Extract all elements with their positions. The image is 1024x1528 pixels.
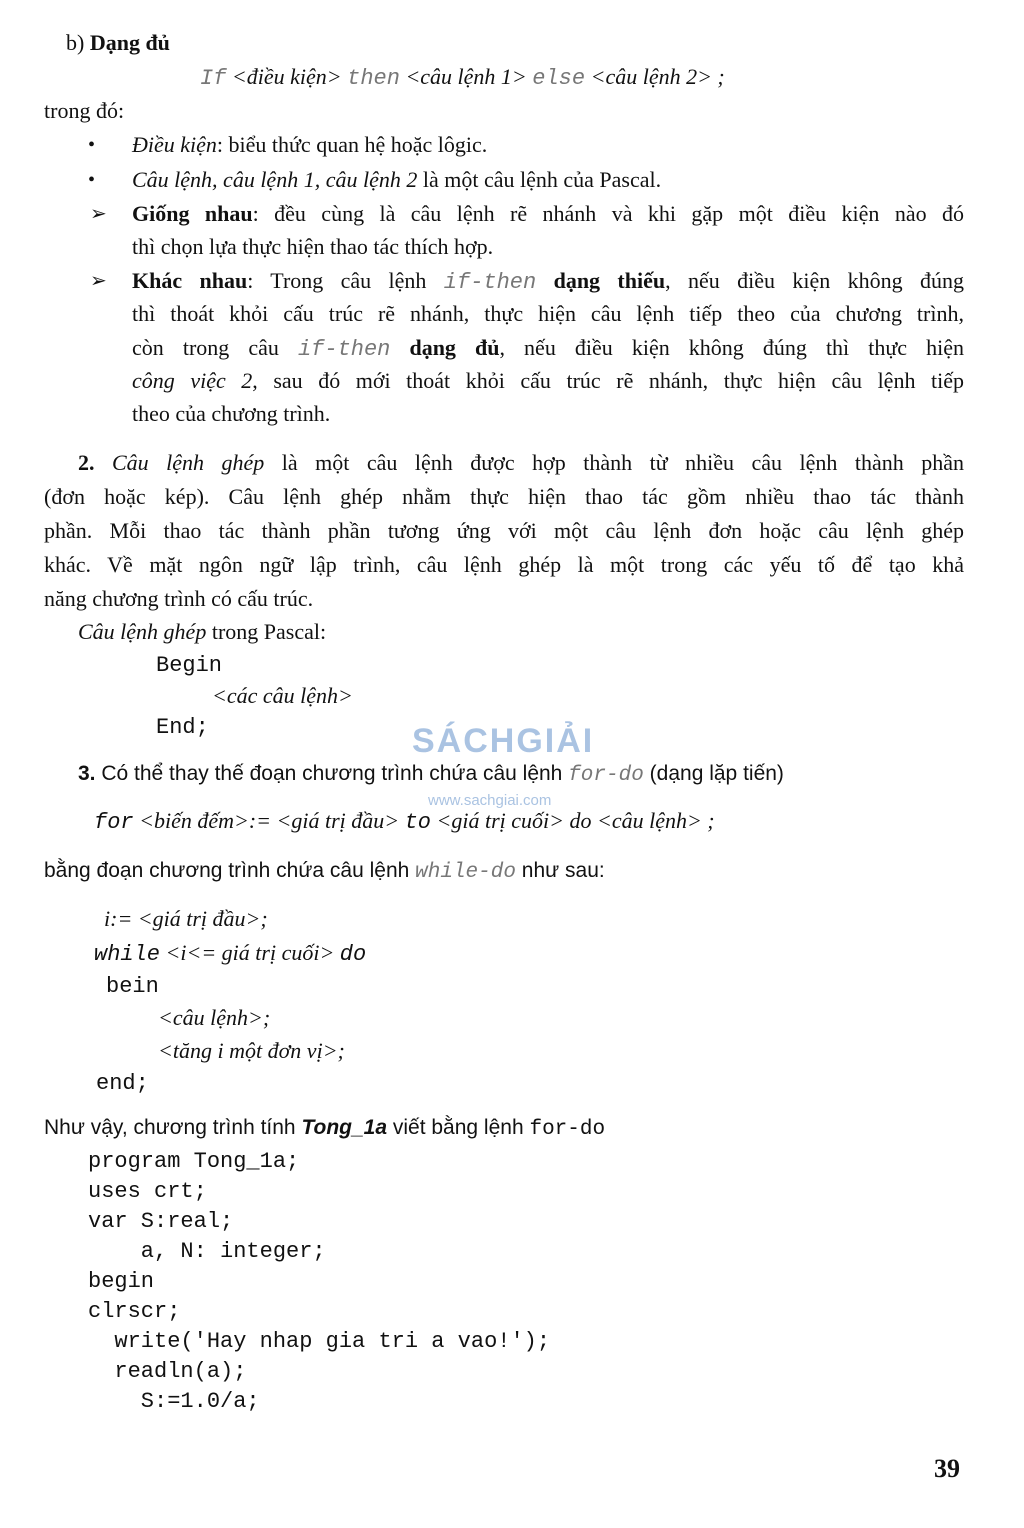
while-increment: <tăng i một đơn vị>;	[158, 1038, 345, 1063]
code-begin: Begin	[156, 653, 223, 678]
khac-nhau-line2: thì thoát khỏi cấu trúc rẽ nhánh, thực hiện câu lệnh tiếp theo của chương trình,	[132, 301, 964, 326]
section2-line2: (đơn hoặc kép). Câu lệnh ghép nhằm thực hiện thao tác gồm nhiều thao tác thành	[44, 484, 964, 509]
code-line: a, N: integer;	[88, 1239, 326, 1264]
khac-nhau-line3	[132, 333, 964, 365]
pascal-compound-intro	[78, 617, 326, 647]
heading-b	[66, 28, 170, 58]
giong-nhau-line1	[132, 199, 964, 229]
while-init: i:= <giá trị đầu>;	[104, 906, 268, 931]
giong-nhau-line2: thì chọn lựa thực hiện thao tác thích hợp.	[132, 234, 494, 259]
while-end: end;	[96, 1071, 149, 1096]
section2-text: là một câu lệnh được hợp thành từ nhiều câu lệnh thành phần	[264, 450, 964, 475]
code-end: End;	[156, 715, 209, 740]
heading-b-prefix: b)	[66, 30, 90, 55]
section2-number: 2.	[78, 450, 112, 475]
code-line: var S:real;	[88, 1209, 234, 1234]
kw-if: If	[200, 66, 227, 91]
code-for-do: for-do	[529, 1118, 606, 1141]
khac-nhau-text: , nếu điều kiện không đúng	[665, 268, 964, 293]
while-intro	[44, 856, 605, 888]
kw-do: do	[339, 942, 367, 967]
while-header	[94, 938, 366, 970]
for-end: <giá trị cuối> do <câu lệnh> ;	[431, 808, 715, 833]
section2-line3: phần. Mỗi thao tác thành phần tương ứng với một câu lệnh đơn hoặc câu lệnh ghép	[44, 518, 964, 543]
bullet-dot: •	[88, 169, 96, 191]
bullet-term: Điều kiện	[132, 132, 217, 157]
dang-thieu: dạng thiếu	[536, 268, 666, 293]
while-stmt: <câu lệnh>;	[158, 1005, 271, 1030]
code-for-do: for-do	[568, 764, 644, 787]
bullet-cau-lenh	[132, 165, 661, 195]
section3-line1	[78, 759, 784, 791]
watermark-logo: SÁCHGIẢI	[412, 722, 595, 760]
code-line: begin	[88, 1269, 155, 1294]
section2-line5: năng chương trình có cấu trúc.	[44, 586, 314, 611]
giong-nhau-term: Giống nhau	[132, 201, 253, 226]
bullet-dieu-kien	[132, 130, 487, 160]
code-line: clrscr;	[88, 1299, 181, 1324]
bullet-text: : biểu thức quan hệ hoặc lôgic.	[216, 132, 488, 157]
syntax-if-then-else	[200, 62, 725, 94]
section3-text: (dạng lặp tiến)	[643, 762, 784, 785]
bullet-dot: •	[88, 134, 96, 156]
syntax-stmt1: <câu lệnh 1>	[399, 64, 533, 89]
while-intro-text: như sau:	[515, 859, 605, 882]
while-intro-text: bằng đoạn chương trình chứa câu lệnh	[44, 859, 416, 882]
pascal-text: trong Pascal:	[206, 619, 327, 644]
arrow-bullet-icon: ➢	[90, 203, 107, 225]
dang-du: dạng đủ	[390, 335, 500, 360]
arrow-bullet-icon: ➢	[90, 270, 107, 292]
code-line: readln(a);	[88, 1359, 247, 1384]
bullet-text: là một câu lệnh của Pascal.	[417, 167, 662, 192]
section3-number: 3.	[78, 762, 96, 785]
khac-nhau-term: Khác nhau	[132, 268, 248, 293]
kw-else: else	[532, 66, 586, 91]
trong-do-label: trong đó:	[44, 98, 125, 123]
code-line: uses crt;	[88, 1179, 207, 1204]
khac-nhau-line4	[132, 366, 964, 396]
pascal-term: Câu lệnh ghép	[78, 619, 207, 644]
khac-nhau-text: , nếu điều kiện không đúng thì thực hiện	[499, 335, 965, 360]
while-condition: <i<= giá trị cuối>	[160, 940, 340, 965]
cong-viec-2: công việc 2	[132, 368, 253, 393]
giong-nhau-text: : đều cùng là câu lệnh rẽ nhánh và khi gặp một điều kiện nào đó	[252, 201, 964, 226]
code-if-then: if-then	[443, 270, 537, 295]
code-line: program Tong_1a;	[88, 1149, 300, 1174]
page-number: 39	[934, 1454, 960, 1483]
khac-nhau-line5: theo của chương trình.	[132, 401, 331, 426]
bullet-term: Câu lệnh, câu lệnh 1, câu lệnh 2	[132, 167, 418, 192]
code-body: <các câu lệnh>	[212, 683, 353, 708]
while-begin: bein	[106, 974, 159, 999]
code-line: write('Hay nhap gia tri a vao!');	[88, 1329, 551, 1354]
for-syntax	[94, 806, 715, 838]
syntax-stmt2: <câu lệnh 2> ;	[585, 64, 725, 89]
watermark-url: www.sachgiai.com	[428, 792, 552, 809]
khac-nhau-text: : Trong câu lệnh	[247, 268, 444, 293]
section3-text: Có thể thay thế đoạn chương trình chứa câu lệnh	[95, 762, 569, 785]
heading-b-title: Dạng đủ	[89, 30, 170, 55]
program-intro-text: viết bằng lệnh	[387, 1116, 530, 1139]
khac-nhau-text: , sau đó mới thoát khỏi cấu trúc rẽ nhánh, thực hiện câu lệnh tiếp	[252, 368, 964, 393]
kw-while: while	[94, 942, 161, 967]
for-var: <biến đếm>:= <giá trị đầu>	[133, 808, 405, 833]
kw-to: to	[404, 810, 431, 835]
khac-nhau-line1	[132, 266, 964, 298]
program-name: Tong_1a	[301, 1116, 388, 1139]
section2-line1	[78, 448, 964, 478]
kw-for: for	[94, 810, 134, 835]
program-intro	[44, 1113, 605, 1145]
kw-then: then	[347, 66, 400, 91]
khac-nhau-text: còn trong câu	[132, 335, 298, 360]
code-line: S:=1.0/a;	[88, 1389, 260, 1414]
code-if-then: if-then	[297, 337, 391, 362]
program-intro-text: Như vậy, chương trình tính	[44, 1116, 302, 1139]
code-while-do: while-do	[415, 861, 516, 884]
section2-term: Câu lệnh ghép	[112, 450, 265, 475]
syntax-condition: <điều kiện>	[226, 64, 348, 89]
section2-line4: khác. Về mặt ngôn ngữ lập trình, câu lệnh ghép là một trong các yếu tố để tạo khả	[44, 552, 964, 577]
